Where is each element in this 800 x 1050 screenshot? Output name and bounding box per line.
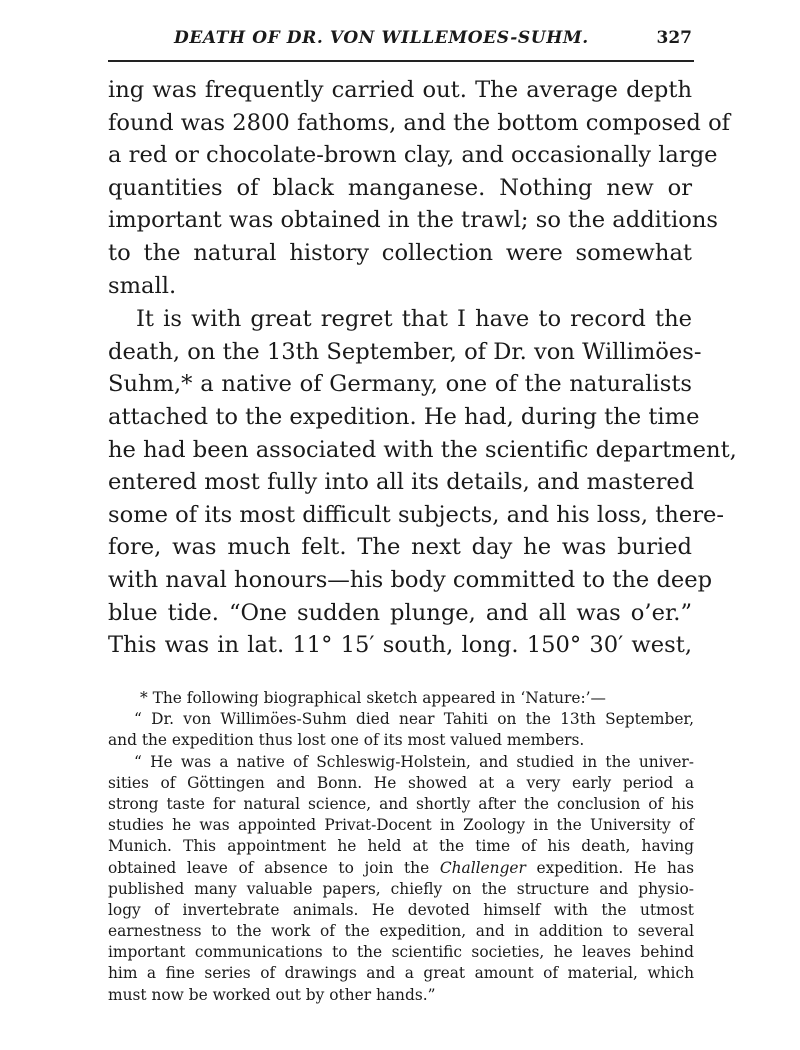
text-line: quantities of black manganese. Nothing new or <box>108 174 692 201</box>
footnote-line-challenger <box>108 858 694 879</box>
text-line: fore, was much felt. The next day he was buried <box>108 534 692 561</box>
text-line: found was 2800 fathoms, and the bottom composed of <box>108 109 731 136</box>
footnote-text: expedition. He has <box>525 858 694 877</box>
page-header <box>108 28 692 56</box>
footnote-line: must now be worked out by other hands.” <box>108 985 436 1004</box>
footnote-line: “ He was a native of Schleswig-Holstein, and studied in the univer- <box>134 752 694 771</box>
footnote-intro: * The following biographical sketch appeared in ‘Nature:’— <box>140 689 606 707</box>
header-rule <box>108 60 694 62</box>
footnote <box>108 688 694 1006</box>
text-line: entered most fully into all its details, and mastered <box>108 469 695 496</box>
footnote-line: him a fine series of drawings and a great amount of material, which <box>108 964 694 983</box>
text-line: This was in lat. 11° 15′ south, long. 150° 30′ west, <box>108 632 692 659</box>
text-line: Suhm,* a native of Germany, one of the naturalists <box>108 371 692 398</box>
text-line: he had been associated with the scientific department, <box>108 436 737 463</box>
footnote-line: published many valuable papers, chiefly on the structure and physio- <box>108 879 694 898</box>
paragraph-1 <box>108 74 731 302</box>
text-line: blue tide. “One sudden plunge, and all was o’er.” <box>108 599 692 626</box>
footnote-line: “ Dr. von Willimöes-Suhm died near Tahiti on the 13th September, <box>134 710 694 729</box>
footnote-line: important communications to the scientific societies, he leaves behind <box>108 943 694 962</box>
footnote-text: obtained leave of absence to join the <box>108 858 440 877</box>
text-line: death, on the 13th September, of Dr. von Willimöes- <box>108 338 702 365</box>
running-title: DEATH OF DR. VON WILLEMOES-SUHM. <box>174 28 589 48</box>
footnote-line: sities of Göttingen and Bonn. He showed at a very early period a <box>108 773 694 792</box>
text-line: a red or chocolate-brown clay, and occasionally large <box>108 142 718 169</box>
text-line: It is with great regret that I have to record the <box>136 306 692 333</box>
text-line: to the natural history collection were somewhat <box>108 239 692 266</box>
paragraph-2 <box>108 303 737 662</box>
ship-name: Challenger <box>439 858 526 877</box>
main-text <box>108 74 737 662</box>
footnote-line: and the expedition thus lost one of its most valued members. <box>108 731 585 750</box>
footnote-line: Munich. This appointment he held at the time of his death, having <box>108 837 694 856</box>
text-line: some of its most difficult subjects, and his loss, there- <box>108 501 725 528</box>
footnote-line: logy of invertebrate animals. He devoted himself with the utmost <box>108 900 694 919</box>
text-line: attached to the expedition. He had, during the time <box>108 403 700 430</box>
text-line: with naval honours—his body committed to the deep <box>108 566 713 593</box>
footnote-line: earnestness to the work of the expedition, and in addition to several <box>108 922 694 941</box>
footnote-line: studies he was appointed Privat-Docent in Zoology in the University of <box>108 816 694 835</box>
text-line: small. <box>108 272 177 299</box>
page-number: 327 <box>656 28 692 48</box>
text-line: important was obtained in the trawl; so the additions <box>108 207 718 234</box>
footnote-line: strong taste for natural science, and shortly after the conclusion of his <box>108 794 694 813</box>
text-line: ing was frequently carried out. The average depth <box>108 77 692 103</box>
